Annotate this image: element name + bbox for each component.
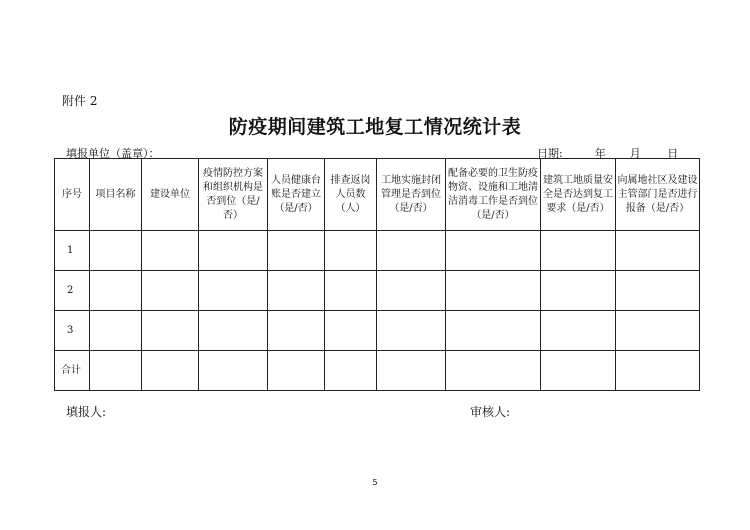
table-cell <box>325 231 377 271</box>
column-header-closed-management: 工地实施封闭管理是否到位（是/否） <box>377 159 446 231</box>
table-cell <box>199 231 268 271</box>
table-cell <box>90 231 142 271</box>
table-cell <box>268 271 325 311</box>
table-cell <box>142 311 199 351</box>
column-header-filing-report: 向属地社区及建设主管部门是否进行报备（是/否） <box>616 159 700 231</box>
table-row <box>55 231 700 271</box>
table-cell <box>142 351 199 391</box>
row-label: 2 <box>55 271 90 311</box>
column-header-serial: 序号 <box>55 159 90 231</box>
table-cell <box>616 311 700 351</box>
table-cell <box>142 271 199 311</box>
table-cell <box>377 311 446 351</box>
row-label: 3 <box>55 311 90 351</box>
table-cell <box>377 271 446 311</box>
reporting-unit-label: 填报单位（盖章）： <box>66 147 160 160</box>
row-label: 1 <box>55 231 90 271</box>
table-cell <box>268 231 325 271</box>
table-cell <box>446 351 541 391</box>
table-cell <box>616 231 700 271</box>
column-header-developer: 建设单位 <box>142 159 199 231</box>
table-row <box>55 271 700 311</box>
filler-label: 填报人: <box>66 405 107 419</box>
table-cell <box>90 351 142 391</box>
table-cell <box>90 311 142 351</box>
table-row <box>55 311 700 351</box>
reviewer-label: 审核人: <box>470 405 511 419</box>
attachment-label: 附件 2 <box>62 94 98 108</box>
table-cell <box>541 231 616 271</box>
table-cell <box>616 351 700 391</box>
year-label: 年 <box>594 147 606 160</box>
table-cell <box>446 311 541 351</box>
table-cell <box>268 351 325 391</box>
table-cell <box>325 351 377 391</box>
column-header-returning-staff: 排查返岗人员数（人） <box>325 159 377 231</box>
table-cell <box>541 311 616 351</box>
table-cell <box>616 271 700 311</box>
table-cell <box>268 311 325 351</box>
page-title: 防疫期间建筑工地复工情况统计表 <box>228 116 522 138</box>
column-header-epidemic-plan: 疫情防控方案和组织机构是否到位（是/否） <box>199 159 268 231</box>
table-cell <box>377 231 446 271</box>
table-cell <box>325 311 377 351</box>
table-cell <box>90 271 142 311</box>
table-cell <box>541 271 616 311</box>
column-header-project-name: 项目名称 <box>90 159 142 231</box>
row-label-total: 合计 <box>55 351 90 391</box>
table-cell <box>377 351 446 391</box>
table-cell <box>199 351 268 391</box>
table-cell <box>325 271 377 311</box>
table-cell <box>199 311 268 351</box>
column-header-health-ledger: 人员健康台账是否建立（是/否） <box>268 159 325 231</box>
table-row-total <box>55 351 700 391</box>
table-cell <box>446 231 541 271</box>
day-label: 日 <box>667 147 679 160</box>
month-label: 月 <box>629 147 641 160</box>
column-header-safety-quality: 建筑工地质量安全是否达到复工要求（是/否） <box>541 159 616 231</box>
table-cell <box>446 271 541 311</box>
table-cell <box>541 351 616 391</box>
date-label: 日期: <box>537 147 563 160</box>
table-cell <box>142 231 199 271</box>
page-number: 5 <box>372 478 378 487</box>
statistics-table <box>54 158 700 391</box>
table-header-row <box>55 159 700 231</box>
column-header-sanitation-supplies: 配备必要的卫生防疫物资、设施和工地清洁消毒工作是否到位（是/否） <box>446 159 541 231</box>
table-cell <box>199 271 268 311</box>
